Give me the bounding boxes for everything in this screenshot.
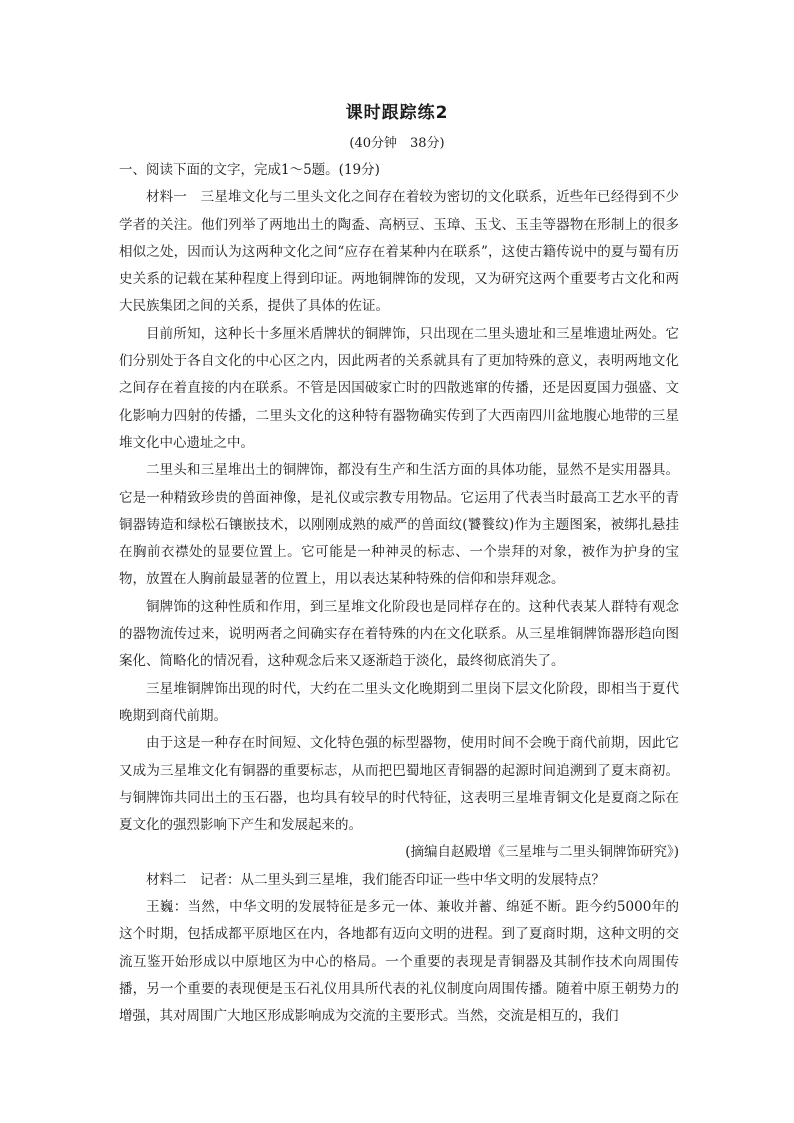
page-title: 课时跟踪练2 bbox=[345, 103, 449, 123]
section-heading: 一、阅读下面的文字，完成1～5题。(19分) bbox=[119, 162, 380, 178]
source-citation: (摘编自赵殿增《三星堆与二里头铜牌饰研究》) bbox=[405, 844, 679, 861]
paragraph: 铜牌饰的这种性质和作用，到三星堆文化阶段也是同样存在的。这种代表某人群特有观念的器物流传过来，说明两者之间确实存在着特殊的内在文化联系。从三星堆铜牌饰器形趋向图案化、简略化的情况看，这种观念后来又逐渐趋于淡化，最终彻底消失了。 bbox=[119, 598, 679, 670]
document-body bbox=[119, 157, 679, 1031]
paragraph: 目前所知，这种长十多厘米盾牌状的铜牌饰，只出现在二里头遗址和三星堆遗址两处。它们分别处于各自文化的中心区之内，因此两者的关系就具有了更加特殊的意义，表明两地文化之间存在着直接的内在联系。不管是因国破家亡时的四散逃窜的传播，还是因夏国力强盛、文化影响力四射的传播，二里头文化的这种特有器物确实传到了大西南四川盆地腹心地带的三星堆文化中心遗址之中。 bbox=[119, 325, 679, 451]
paragraph: 二里头和三星堆出土的铜牌饰，都没有生产和生活方面的具体功能，显然不是实用器具。它是一种精致珍贵的兽面神像，是礼仪或宗教专用物品。它运用了代表当时最高工艺水平的青铜器铸造和绿松石镶嵌技术，以刚刚成熟的威严的兽面纹(饕餮纹)作为主题图案，被绑扎悬挂在胸前衣襟处的显要位置上。它可能是一种神灵的标志、一个崇拜的对象，被作为护身的宝物，放置在人胸前最显著的位置上，用以表达某种特殊的信仰和崇拜观念。 bbox=[119, 462, 679, 588]
paragraph: 由于这是一种存在时间短、文化特色强的标型器物，使用时间不会晚于商代前期，因此它又成为三星堆文化有铜器的重要标志，从而把巴蜀地区青铜器的起源时间追溯到了夏末商初。与铜牌饰共同出土的玉石器，也均具有较早的时代特征，这表明三星堆青铜文化是夏商之际在夏文化的强烈影响下产生和发展起来的。 bbox=[119, 735, 679, 834]
paragraph: 材料二 记者：从二里头到三星堆，我们能否印证一些中华文明的发展特点？ bbox=[146, 871, 605, 888]
paragraph: 王巍：当然，中华文明的发展特征是多元一体、兼收并蓄、绵延不断。距今约5000年的这个时期，包括成都平原地区在内，各地都有迈向文明的进程。到了夏商时期，这种文明的交流互鉴开始形成以中原地区为中心的格局。一个重要的表现是青铜器及其制作技术向周围传播，另一个重要的表现便是玉石礼仪用具所代表的礼仪制度向周围传播。随着中原王朝势力的增强，其对周围广大地区形成影响成为交流的主要形式。当然，交流是相互的，我们 bbox=[119, 899, 679, 1025]
paragraph: 材料一 三星堆文化与二里头文化之间存在着较为密切的文化联系，近些年已经得到不少学者的关注。他们列举了两地出土的陶盉、高柄豆、玉璋、玉戈、玉圭等器物在形制上的很多相似之处，因而认为这两种文化之间“应存在着某种内在联系”，这使古籍传说中的夏与蜀有历史关系的记载在某种程度上得到印证。两地铜牌饰的发现，又为研究这两个重要考古文化和两大民族集团之间的关系，提供了具体的佐证。 bbox=[119, 189, 679, 315]
time-score-note: (40分钟 38分) bbox=[349, 136, 445, 151]
paragraph: 三星堆铜牌饰出现的时代，大约在二里头文化晚期到二里岗下层文化阶段，即相当于夏代晚期到商代前期。 bbox=[119, 680, 679, 724]
